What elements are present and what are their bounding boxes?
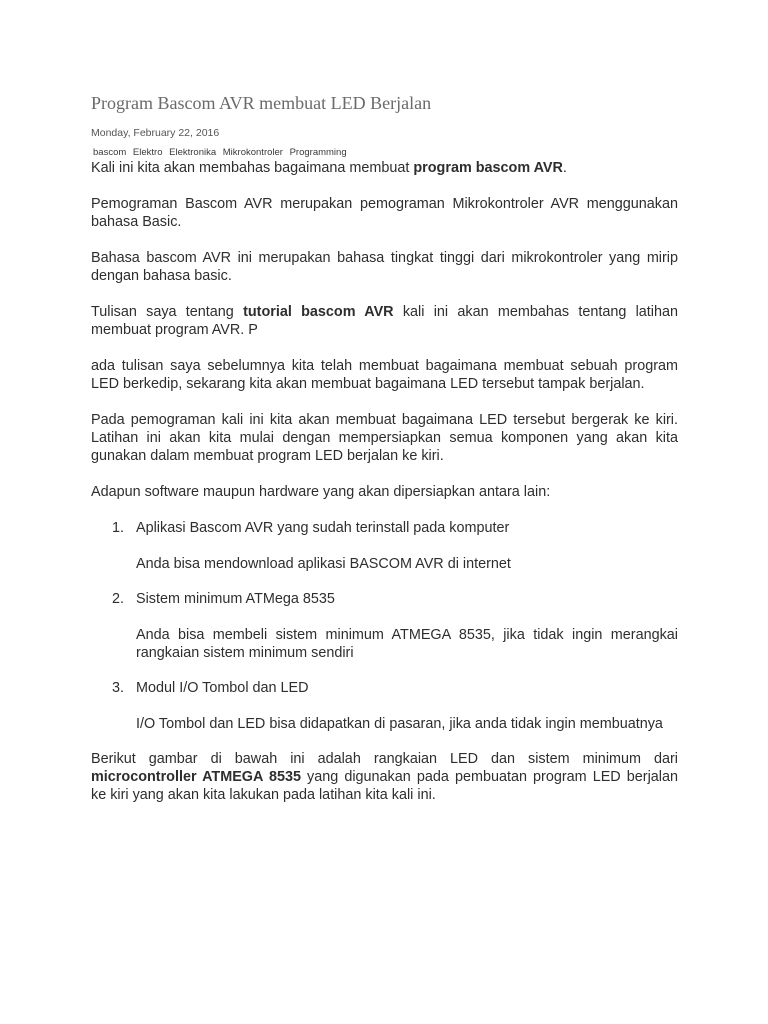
- bold-phrase: tutorial bascom AVR: [243, 304, 394, 320]
- list-item-note: Anda bisa mendownload aplikasi BASCOM AVR di internet: [136, 556, 511, 572]
- list-number: 2.: [112, 591, 125, 607]
- list-item-text: Modul I/O Tombol dan LED: [136, 680, 309, 696]
- paragraph-text: yang digunakan pada pembuatan program LED berjalan ke kiri yang akan kita lakukan pada latihan kita kali ini.: [91, 769, 678, 803]
- paragraph: [91, 159, 678, 177]
- list-item-text: Aplikasi Bascom AVR yang sudah terinstall pada komputer: [136, 520, 510, 536]
- list-number: 3.: [112, 680, 125, 696]
- requirements-list: [91, 519, 678, 733]
- paragraph: ada tulisan saya sebelumnya kita telah membuat bagaimana membuat sebuah program LED berkedip, sekarang kita akan membuat bagaimana LED tersebut tampak berjalan.: [91, 358, 678, 392]
- post-date: Monday, February 22, 2016: [91, 127, 220, 139]
- tag-label[interactable]: Programming: [289, 147, 347, 158]
- article: [91, 92, 678, 804]
- tag-label[interactable]: bascom: [93, 147, 127, 158]
- tag-label[interactable]: Mikrokontroler: [222, 147, 283, 158]
- paragraph-text: .: [562, 160, 567, 176]
- list-item-text: Sistem minimum ATMega 8535: [136, 591, 335, 607]
- paragraph: Pemograman Bascom AVR merupakan pemograman Mikrokontroler AVR menggunakan bahasa Basic.: [91, 196, 678, 230]
- paragraph: Bahasa bascom AVR ini merupakan bahasa tingkat tinggi dari mikrokontroler yang mirip dengan bahasa basic.: [91, 250, 678, 284]
- page-title: Program Bascom AVR membuat LED Berjalan: [91, 93, 432, 113]
- list-item-note: I/O Tombol dan LED bisa didapatkan di pasaran, jika anda tidak ingin membuatnya: [136, 716, 663, 732]
- paragraph-text: kali ini akan membahas tentang latihan membuat program AVR. P: [91, 304, 679, 338]
- paragraph: Adapun software maupun hardware yang akan dipersiapkan antara lain:: [91, 484, 551, 500]
- tag-label[interactable]: Elektronika: [169, 147, 217, 158]
- paragraph-text: Kali ini kita akan membahas bagaimana membuat: [91, 160, 414, 176]
- paragraph: Pada pemograman kali ini kita akan membuat bagaimana LED tersebut bergerak ke kiri. Latihan ini akan kita mulai dengan mempersiapkan semua komponen yang akan kita gunakan dalam membuat program LED berjalan ke kiri.: [91, 412, 678, 464]
- list-item: [91, 590, 678, 662]
- list-number: 1.: [112, 520, 125, 536]
- bold-phrase: program bascom AVR: [413, 160, 563, 176]
- tag-list: [91, 146, 678, 159]
- bold-phrase: microcontroller ATMEGA 8535: [91, 769, 301, 785]
- paragraph: [91, 750, 678, 804]
- paragraph: [91, 303, 678, 339]
- tag-label[interactable]: Elektro: [132, 147, 163, 158]
- paragraph-text: Tulisan saya tentang: [91, 304, 244, 320]
- list-item: [91, 519, 678, 573]
- article-body: [91, 159, 678, 804]
- paragraph-text: Berikut gambar di bawah ini adalah rangkaian LED dan sistem minimum dari: [91, 751, 678, 767]
- list-item-note: Anda bisa membeli sistem minimum ATMEGA 8535, jika tidak ingin merangkai rangkaian sistem minimum sendiri: [136, 627, 678, 661]
- list-item: [91, 679, 678, 733]
